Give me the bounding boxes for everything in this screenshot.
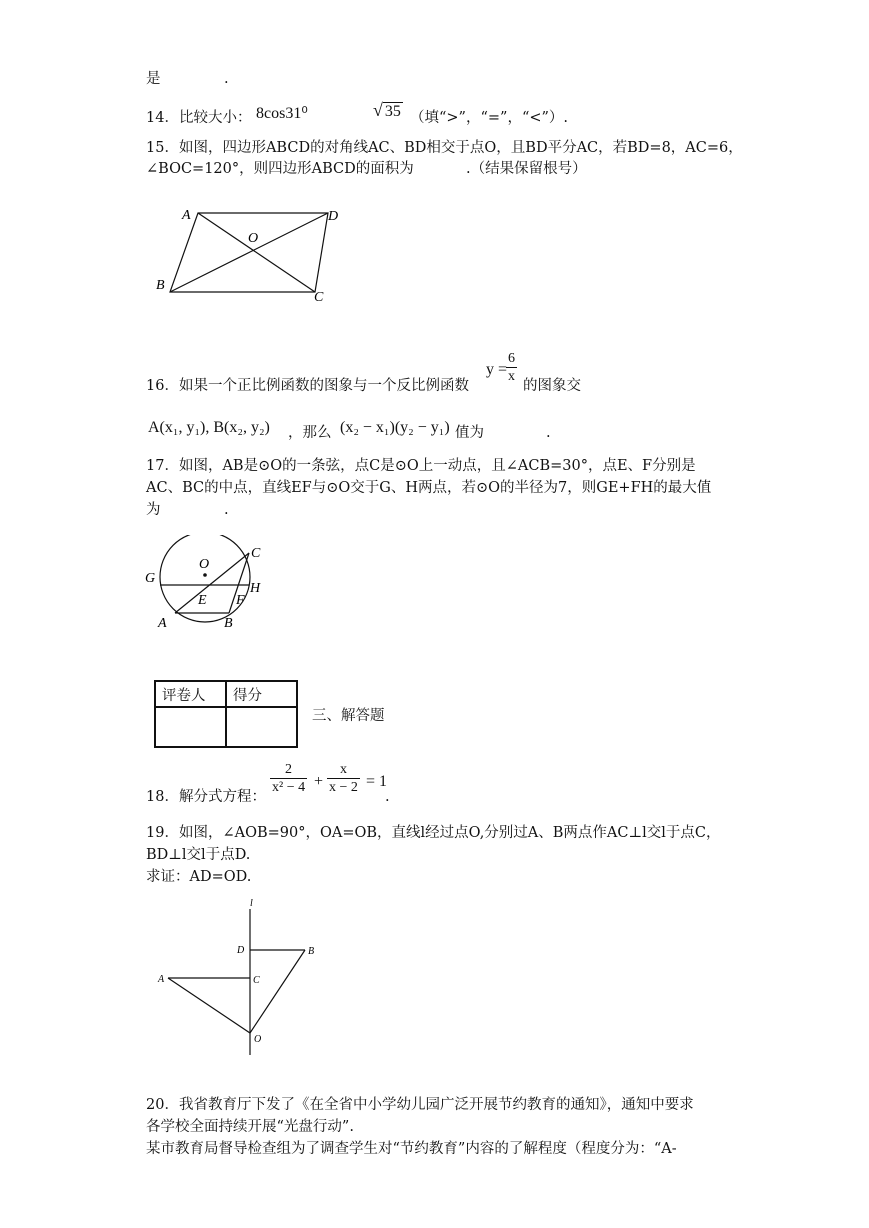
score-table-grader-header: 评卷人 [155, 681, 226, 707]
q19-line2: BD⊥l交l于点D. [146, 847, 251, 863]
score-table-score-cell[interactable] [226, 707, 297, 747]
q14-sqrt: √ 35 [373, 100, 401, 120]
q20-line2: 各学校全面持续开展“光盘行动”. [146, 1119, 354, 1135]
score-table-grader-cell[interactable] [155, 707, 226, 747]
section-heading: 三、解答题 [312, 708, 385, 724]
q14-hint: （填“>”，“=”，“<”）. [410, 110, 569, 126]
q17-label-a: A [158, 616, 167, 631]
q15-line2-b: .（结果保留根号） [466, 161, 587, 177]
q13-prefix: 是 [146, 71, 161, 87]
q14-expr-left: 8cos31⁰ [256, 105, 308, 122]
q18-plus: + [314, 773, 324, 790]
q16-func-lhs: y = [486, 361, 508, 378]
q17-label-o: O [199, 557, 210, 572]
q15-figure [150, 200, 350, 310]
q19-line3: 求证：AD=OD. [146, 869, 252, 885]
q17-label-f: F [236, 593, 245, 608]
q20-line1: 20．我省教育厅下发了《在全省中小学幼儿园广泛开展节约教育的通知》，通知中要求 [146, 1097, 694, 1113]
q17-line1: 17．如图，AB是⊙O的一条弦，点C是⊙O上一动点，且∠ACB=30°，点E、F分别是 [146, 458, 696, 474]
q17-label-e: E [198, 593, 207, 608]
q16-line1: 16．如果一个正比例函数的图象与一个反比例函数 [146, 378, 469, 394]
q18-label: 18．解分式方程： [146, 789, 266, 805]
q19-figure [150, 895, 330, 1060]
q19-angle-aob [168, 950, 305, 1033]
q17-line3-a: 为 [146, 502, 161, 518]
q14-label: 14．比较大小： [146, 110, 252, 126]
q15-line1: 15．如图，四边形ABCD的对角线AC、BD相交于点O，且BD平分AC，若BD=8，AC=6， [146, 140, 743, 156]
q17-label-h: H [250, 581, 261, 596]
q16-product: (x₂ − x₁)(y₂ − y₁) [340, 419, 450, 436]
q16-end: . [546, 425, 551, 441]
q19-line1: 19．如图，∠AOB=90°，OA=OB，直线l经过点O,分别过A、B两点作AC⊥l交l于点C， [146, 825, 721, 841]
q17-circle [160, 535, 250, 622]
q15-label-b: B [156, 278, 165, 293]
q15-label-d: D [328, 209, 339, 224]
q17-line3-b: . [224, 502, 229, 518]
q18-rhs: = 1 [366, 773, 388, 790]
q17-center-dot [203, 573, 207, 577]
q19-label-c: C [253, 975, 260, 986]
q16-tail: 值为 [455, 425, 484, 441]
q15-label-o: O [248, 231, 259, 246]
q19-label-b: B [308, 946, 315, 957]
q19-label-d: D [237, 945, 245, 956]
q15-label-a: A [182, 208, 191, 223]
q13-end: . [224, 71, 229, 87]
q17-figure [142, 535, 282, 635]
sqrt-icon: √ [373, 100, 383, 120]
q19-label-l: l [250, 898, 253, 909]
q19-label-o: O [254, 1034, 262, 1045]
q16-points: A(x₁, y₁), B(x₂, y₂) [148, 419, 270, 436]
q15-line2-a: ∠BOC=120°，则四边形ABCD的面积为 [146, 161, 414, 177]
score-table [154, 680, 298, 748]
q17-line2: AC、BC的中点，直线EF与⊙O交于G、H两点，若⊙O的半径为7，则GE+FH的最大值 [146, 480, 712, 496]
q15-label-c: C [314, 290, 324, 305]
q19-label-a: A [158, 974, 165, 985]
q18-fraction-1: $\frac{2}{\text{x² − 4}}$ [272, 762, 306, 795]
q16-func-fraction: $\frac{6}{x}$ [508, 351, 515, 384]
q16-line1-tail: 的图象交 [523, 378, 581, 394]
q20-line3: 某市教育局督导检查组为了调查学生对“节约教育”内容的了解程度（程度分为：“A- [146, 1141, 677, 1157]
q17-label-b: B [224, 616, 233, 631]
score-table-score-header: 得分 [226, 681, 297, 707]
q18-end: . [385, 789, 390, 805]
q16-mid: ，那么 [288, 425, 332, 441]
q17-label-g: G [145, 571, 156, 586]
q15-diagonal-ac [198, 213, 315, 292]
q17-label-c: C [251, 546, 261, 561]
q18-fraction-2: $\frac{x}{x - 2}$ [329, 762, 358, 795]
